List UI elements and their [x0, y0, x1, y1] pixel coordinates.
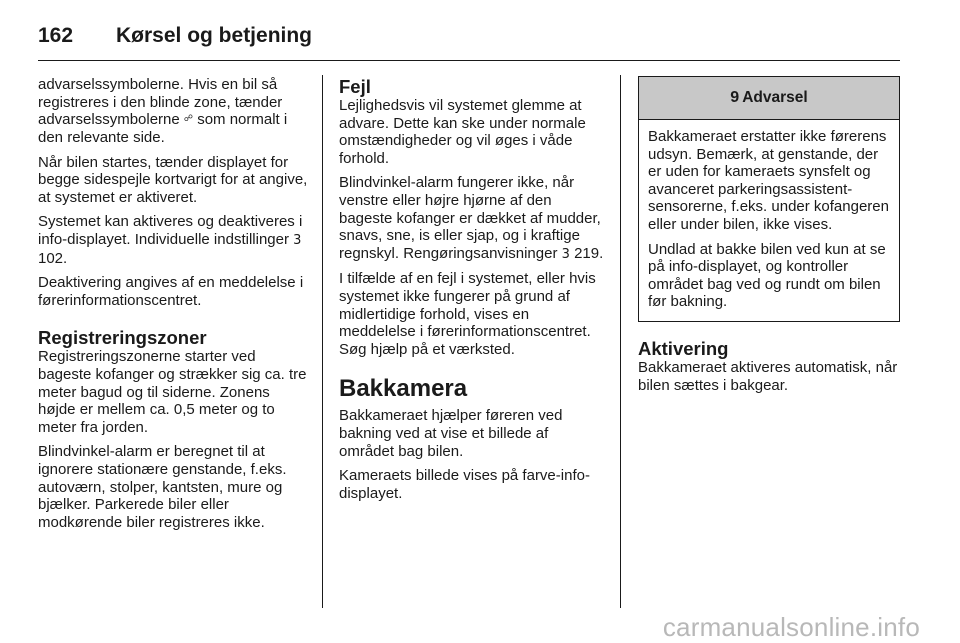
section-heading-zones: Registreringszoner	[38, 327, 207, 349]
paragraph: Systemet kan aktiveres og deaktiveres i info-displayet. Individuelle indstillinger 3 102.	[38, 213, 303, 267]
cross-reference-icon: 3	[561, 246, 570, 262]
paragraph: Blindvinkel-alarm er beregnet til at ignorere stationære genstande, f.eks. autoværn, stolper, kantsten, mure og bjælker. Parkerede biler eller modkørende biler registreres ikke.	[38, 443, 287, 531]
page-header	[38, 16, 900, 56]
paragraph: Bakkameraet aktiveres automatisk, når bilen sættes i bakgear.	[638, 358, 898, 394]
section-heading-fault: Fejl	[339, 76, 371, 97]
section-heading-camera: Bakkamera	[339, 375, 468, 403]
paragraph: Blindvinkel-alarm fungerer ikke, når venstre eller højre hjørne af den bageste kofanger er dækket af mudder, snavs, sne, is eller sjap, og i kraftige regnskyl. Rengøringsanvisninger 3 219.	[339, 174, 604, 262]
cross-reference-icon: 3	[293, 232, 302, 248]
paragraph: Lejlighedsvis vil systemet glemme at advare. Dette kan ske under normale omstændigheder og vil øges i våde forhold.	[339, 97, 586, 167]
cross-reference-link[interactable]: 102.	[38, 249, 68, 267]
column-middle	[339, 76, 607, 509]
warning-title: Advarsel	[742, 89, 808, 107]
paragraph: Registreringszonerne starter ved bageste kofanger og strækker sig ca. tre meter bagud og til siderne. Zonens højde er mellem ca. 0,5 meter og to meter fra jorden.	[38, 348, 307, 436]
paragraph: Kameraets billede vises på farve-info-displayet.	[339, 467, 590, 502]
column-divider-1	[322, 75, 323, 608]
warning-body	[639, 120, 899, 321]
paragraph: Når bilen startes, tænder displayet for begge sidespejle kortvarigt for at angive, at systemet er aktiveret.	[38, 153, 308, 206]
paragraph: Bakkameraet hjælper føreren ved bakning ved at vise et billede af området bag bilen.	[339, 407, 563, 460]
paragraph: Bakkameraet erstatter ikke førerens udsyn. Bemærk, at genstande, der er uden for kameraets synsfelt og avanceret parkeringsassistent-sensorerne, f.eks. under kofangeren eller under bilen, ikke vises.	[648, 128, 889, 233]
column-right	[638, 76, 900, 401]
column-divider-2	[620, 75, 621, 608]
page-number: 162	[38, 24, 74, 47]
warning-header	[639, 77, 899, 120]
paragraph: Undlad at bakke bilen ved kun at se på info-displayet, og kontroller området bag ved og rundt om bilen før bakning.	[648, 240, 886, 311]
page-title: Kørsel og betjening	[116, 24, 313, 47]
paragraph: I tilfælde af en fejl i systemet, eller hvis systemet ikke fungerer på grund af midlertidige forhold, vises en meddelelse i førerinformationscentret. Søg hjælp på et værksted.	[339, 270, 596, 358]
column-left	[38, 76, 308, 538]
header-divider	[38, 60, 900, 61]
warning-icon: 9	[730, 89, 740, 107]
blind-spot-symbol-icon: ☍	[183, 114, 194, 125]
cross-reference-link[interactable]: 219.	[574, 244, 604, 262]
section-heading-activation: Aktivering	[638, 337, 729, 359]
paragraph: advarselssymbolerne. Hvis en bil så registreres i den blinde zone, tænder advarselssymbolerne ☍ som normalt i den relevante side.	[38, 76, 288, 147]
warning-box	[638, 76, 900, 322]
paragraph: Deaktivering angives af en meddelelse i førerinformationscentret.	[38, 274, 304, 309]
watermark: carmanualsonline.info	[662, 612, 920, 642]
